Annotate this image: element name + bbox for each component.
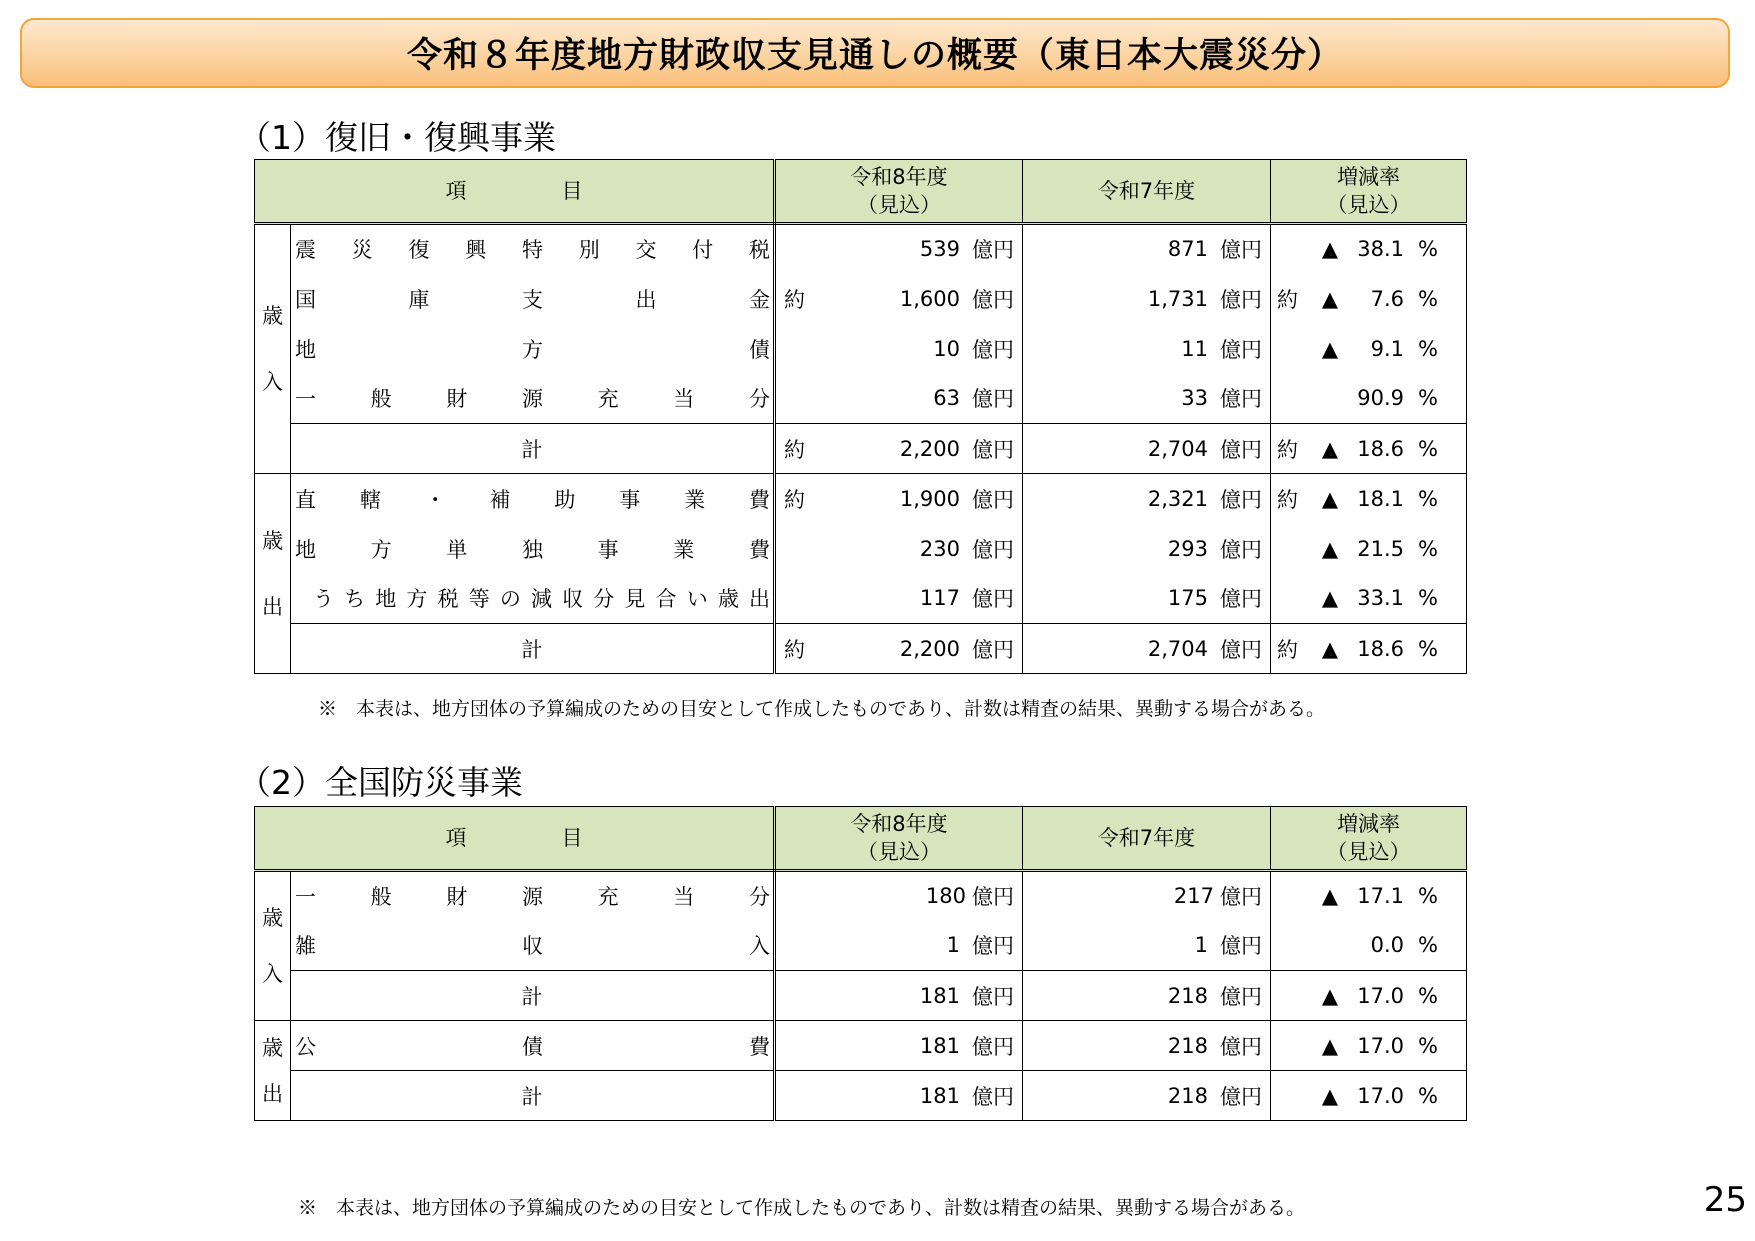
item-label-char: 庫 xyxy=(408,287,430,312)
percent-sign: % xyxy=(1418,486,1438,511)
item-label-char: い xyxy=(686,587,708,612)
change-rate-value: 17.0 xyxy=(1357,1033,1404,1058)
item-label-char: 財 xyxy=(446,387,468,412)
unit-label: 億円 xyxy=(972,387,1014,412)
fy2026-value: 1,900 xyxy=(899,486,960,511)
decrease-triangle: ▲ xyxy=(1321,983,1338,1008)
table-cell xyxy=(291,474,775,524)
item-label-char: 別 xyxy=(578,238,600,263)
table-cell xyxy=(1271,871,1467,921)
item-label-char: 費 xyxy=(749,1034,770,1059)
item-label-char: 入 xyxy=(749,934,770,959)
unit-label: 億円 xyxy=(972,885,1014,910)
fy2026-value: 181 xyxy=(919,1083,960,1108)
table-header-row xyxy=(255,160,1467,224)
decrease-triangle: ▲ xyxy=(1321,436,1338,461)
percent-sign: % xyxy=(1418,1033,1438,1058)
fy2025-value: 2,321 xyxy=(1147,486,1208,511)
fy2025-value: 217 xyxy=(1173,884,1214,909)
item-label-char: ・ xyxy=(424,487,446,512)
item-label-char: 業 xyxy=(673,537,695,562)
table-cell: 計 xyxy=(291,1071,775,1121)
section2-heading: （2）全国防災事業 xyxy=(238,763,523,802)
table-header-row xyxy=(255,807,1467,871)
percent-sign: % xyxy=(1418,336,1438,361)
table-cell xyxy=(291,574,775,624)
unit-label: 億円 xyxy=(1220,1034,1262,1059)
unit-label: 億円 xyxy=(1220,984,1262,1009)
change-rate-value: 18.6 xyxy=(1357,636,1404,661)
recovery-reconstruction-table xyxy=(254,159,1467,674)
item-label-char: 復 xyxy=(408,238,430,263)
table-cell: 計 xyxy=(291,424,775,474)
unit-label: 億円 xyxy=(972,637,1014,662)
unit-label: 億円 xyxy=(1220,587,1262,612)
fy2025-value: 218 xyxy=(1167,1083,1208,1108)
table1-footnote: ※ 本表は、地方団体の予算編成のための目安として作成したものであり、計数は精査の結果、異動する場合がある。 xyxy=(318,698,1326,720)
table-cell xyxy=(1271,574,1467,624)
table-cell xyxy=(775,574,1023,624)
percent-sign: % xyxy=(1418,1083,1438,1108)
table-cell xyxy=(1271,624,1467,674)
change-rate-value: 0.0 xyxy=(1370,933,1404,958)
item-label xyxy=(291,383,773,413)
table-cell xyxy=(291,324,775,374)
table-cell xyxy=(1271,1021,1467,1071)
table-row xyxy=(255,224,1467,274)
fy2025-value: 2,704 xyxy=(1147,436,1208,461)
unit-label: 億円 xyxy=(972,287,1014,312)
table-cell xyxy=(775,374,1023,424)
percent-sign: % xyxy=(1418,933,1438,958)
item-label-char: の xyxy=(499,587,521,612)
item-label xyxy=(291,334,773,364)
item-label xyxy=(291,881,773,911)
table-cell xyxy=(1271,324,1467,374)
item-label-char: 充 xyxy=(597,387,619,412)
revenue-body xyxy=(255,871,1467,1021)
revenue-total-row xyxy=(255,971,1467,1021)
approx-mark: 約 xyxy=(784,487,805,512)
fy2026-value: 181 xyxy=(919,983,960,1008)
table-cell xyxy=(775,424,1023,474)
item-label-char: 特 xyxy=(522,238,543,263)
item-label-char: 等 xyxy=(468,587,490,612)
table-cell xyxy=(775,1021,1023,1071)
table-cell xyxy=(1023,871,1271,921)
expenditure-label: 歳 出 xyxy=(255,1021,291,1121)
item-label-char: 方 xyxy=(522,337,543,362)
unit-label: 億円 xyxy=(1220,885,1262,910)
item-label-char: 費 xyxy=(748,537,770,562)
fy2026-value: 2,200 xyxy=(899,636,960,661)
table-cell xyxy=(1023,324,1271,374)
unit-label: 億円 xyxy=(972,337,1014,362)
table-cell xyxy=(1023,624,1271,674)
percent-sign: % xyxy=(1418,436,1438,461)
item-label-char: 震 xyxy=(295,238,316,263)
change-rate-value: 18.1 xyxy=(1357,486,1404,511)
fy2026-value: 117 xyxy=(919,586,960,611)
table-cell xyxy=(1023,971,1271,1021)
item-label xyxy=(291,583,773,613)
fy2026-value: 181 xyxy=(919,1033,960,1058)
percent-sign: % xyxy=(1418,286,1438,311)
table-cell: 計 xyxy=(291,624,775,674)
table-row xyxy=(255,274,1467,324)
revenue-total-row xyxy=(255,424,1467,474)
item-label-char: 収 xyxy=(522,934,543,959)
percent-sign: % xyxy=(1418,636,1438,661)
table-cell xyxy=(1023,921,1271,971)
unit-label: 億円 xyxy=(972,587,1014,612)
item-label-char: 合 xyxy=(655,587,677,612)
item-label-char: 助 xyxy=(554,487,576,512)
item-label-char: 当 xyxy=(673,885,695,910)
change-rate-value: 17.1 xyxy=(1357,884,1404,909)
table-cell xyxy=(775,871,1023,921)
table-row xyxy=(255,574,1467,624)
unit-label: 億円 xyxy=(1220,387,1262,412)
item-label-char: 減 xyxy=(530,587,552,612)
change-rate-value: 18.6 xyxy=(1357,436,1404,461)
unit-label: 億円 xyxy=(1220,637,1262,662)
item-label-char: 雑 xyxy=(295,934,316,959)
table-cell xyxy=(1023,374,1271,424)
decrease-triangle: ▲ xyxy=(1321,586,1338,611)
change-rate-value: 38.1 xyxy=(1357,237,1404,262)
table-cell xyxy=(775,224,1023,274)
expenditure-body xyxy=(255,474,1467,674)
percent-sign: % xyxy=(1418,536,1438,561)
item-label-char: 源 xyxy=(521,885,543,910)
item-label xyxy=(291,1031,773,1061)
national-disaster-prevention-table xyxy=(254,806,1467,1121)
unit-label: 億円 xyxy=(972,437,1014,462)
item-label-char: 当 xyxy=(673,387,695,412)
percent-sign: % xyxy=(1418,983,1438,1008)
item-label-char: ち xyxy=(344,587,366,612)
item-label-char: 地 xyxy=(375,587,397,612)
header-item: 項 目 xyxy=(255,160,775,224)
item-label-char: 税 xyxy=(749,238,770,263)
unit-label: 億円 xyxy=(1220,1084,1262,1109)
section1-heading: （1）復旧・復興事業 xyxy=(238,118,556,157)
change-rate-value: 17.0 xyxy=(1357,983,1404,1008)
fy2025-value: 1 xyxy=(1194,933,1208,958)
fy2025-value: 1,731 xyxy=(1147,286,1208,311)
table-cell xyxy=(775,624,1023,674)
approx-mark: 約 xyxy=(784,637,805,662)
item-label-char: 事 xyxy=(619,487,641,512)
fy2025-value: 871 xyxy=(1167,237,1208,262)
table-row xyxy=(255,524,1467,574)
change-rate-value: 90.9 xyxy=(1357,386,1404,411)
percent-sign: % xyxy=(1418,386,1438,411)
item-label-char: 見 xyxy=(624,587,646,612)
item-label xyxy=(291,534,773,564)
expenditure-label: 歳 出 xyxy=(255,474,291,674)
fy2025-value: 218 xyxy=(1167,1033,1208,1058)
item-label-char: 支 xyxy=(522,287,543,312)
item-label-char: 方 xyxy=(370,537,392,562)
item-label-char: 収 xyxy=(562,587,584,612)
page-title: 令和８年度地方財政収支見通しの概要（東日本大震災分） xyxy=(406,36,1343,76)
item-label-char: 一 xyxy=(295,885,316,910)
table-cell xyxy=(775,1071,1023,1121)
table-cell xyxy=(775,971,1023,1021)
table-cell xyxy=(291,274,775,324)
table-cell xyxy=(291,871,775,921)
decrease-triangle: ▲ xyxy=(1321,884,1338,909)
item-label-char: 債 xyxy=(749,337,770,362)
table-cell xyxy=(1023,1021,1271,1071)
item-label-char: 災 xyxy=(351,238,373,263)
table-cell xyxy=(1023,274,1271,324)
item-label-char: 一 xyxy=(295,387,316,412)
unit-label: 億円 xyxy=(1220,537,1262,562)
table-cell xyxy=(775,524,1023,574)
table-cell xyxy=(1023,1071,1271,1121)
table-cell xyxy=(1023,224,1271,274)
table-cell xyxy=(291,1021,775,1071)
table-cell xyxy=(1271,424,1467,474)
item-label xyxy=(291,930,773,960)
header-change-rate: 増減率 （見込） xyxy=(1271,160,1467,224)
change-rate-value: 21.5 xyxy=(1357,536,1404,561)
fy2025-value: 33 xyxy=(1181,386,1208,411)
unit-label: 億円 xyxy=(972,487,1014,512)
unit-label: 億円 xyxy=(1220,487,1262,512)
unit-label: 億円 xyxy=(972,1084,1014,1109)
expenditure-total-row xyxy=(255,1071,1467,1121)
unit-label: 億円 xyxy=(972,238,1014,263)
item-label-char: 地 xyxy=(295,537,316,562)
fy2025-value: 2,704 xyxy=(1147,636,1208,661)
fy2025-value: 218 xyxy=(1167,983,1208,1008)
item-label-char: 轄 xyxy=(359,487,381,512)
table-cell xyxy=(1023,424,1271,474)
item-label-char: 源 xyxy=(521,387,543,412)
unit-label: 億円 xyxy=(972,537,1014,562)
item-label xyxy=(291,234,773,264)
decrease-triangle: ▲ xyxy=(1321,1083,1338,1108)
item-label-char: 付 xyxy=(692,238,714,263)
item-label-char: 地 xyxy=(295,337,316,362)
item-label-char: 充 xyxy=(597,885,619,910)
fy2025-value: 175 xyxy=(1167,586,1208,611)
header-fy2026: 令和8年度 （見込） xyxy=(775,807,1023,871)
unit-label: 億円 xyxy=(972,984,1014,1009)
percent-sign: % xyxy=(1418,237,1438,262)
item-label-char: 出 xyxy=(635,287,657,312)
table-row xyxy=(255,374,1467,424)
fy2026-value: 63 xyxy=(933,386,960,411)
decrease-triangle: ▲ xyxy=(1321,536,1338,561)
item-label-char: 公 xyxy=(295,1034,316,1059)
unit-label: 億円 xyxy=(1220,287,1262,312)
item-label-char: 交 xyxy=(635,238,657,263)
header-change-rate: 増減率 （見込） xyxy=(1271,807,1467,871)
bottom-footnote: ※ 本表は、地方団体の予算編成のための目安として作成したものであり、計数は精査の結果、異動する場合がある。 xyxy=(298,1197,1306,1219)
table-cell xyxy=(291,524,775,574)
table-cell xyxy=(1023,574,1271,624)
item-label-char: 興 xyxy=(465,238,487,263)
fy2026-value: 1 xyxy=(946,933,960,958)
table-cell xyxy=(1023,524,1271,574)
table-cell xyxy=(1271,224,1467,274)
item-label-char: 財 xyxy=(446,885,468,910)
approx-mark: 約 xyxy=(1277,287,1298,312)
table-row xyxy=(255,1021,1467,1071)
table-cell xyxy=(1271,274,1467,324)
table-cell xyxy=(1271,524,1467,574)
decrease-triangle: ▲ xyxy=(1321,486,1338,511)
change-rate-value: 33.1 xyxy=(1357,586,1404,611)
item-label-char: 費 xyxy=(748,487,770,512)
approx-mark: 約 xyxy=(1277,437,1298,462)
expenditure-total-row xyxy=(255,624,1467,674)
item-label-char: 分 xyxy=(593,587,615,612)
decrease-triangle: ▲ xyxy=(1321,336,1338,361)
table-cell xyxy=(1271,971,1467,1021)
item-label-char: 補 xyxy=(489,487,511,512)
header-fy2025 xyxy=(1023,807,1271,871)
item-label-char: 事 xyxy=(597,537,619,562)
item-label xyxy=(291,484,773,514)
item-label-char: 債 xyxy=(522,1034,543,1059)
table-cell xyxy=(1023,474,1271,524)
percent-sign: % xyxy=(1418,586,1438,611)
percent-sign: % xyxy=(1418,884,1438,909)
table-row xyxy=(255,474,1467,524)
item-label-char: 般 xyxy=(370,885,392,910)
item-label-char: 業 xyxy=(684,487,706,512)
item-label-char: 独 xyxy=(521,537,543,562)
expenditure-body xyxy=(255,1021,1467,1121)
table-cell xyxy=(775,324,1023,374)
item-label-char: 方 xyxy=(406,587,428,612)
item-label-char: 金 xyxy=(749,287,770,312)
table-row xyxy=(255,921,1467,971)
unit-label: 億円 xyxy=(1220,437,1262,462)
approx-mark: 約 xyxy=(1277,637,1298,662)
table-row xyxy=(255,324,1467,374)
title-banner xyxy=(20,18,1730,88)
approx-mark: 約 xyxy=(1277,487,1298,512)
item-label-char: 税 xyxy=(437,587,459,612)
item-label-char: う xyxy=(313,587,334,612)
approx-mark: 約 xyxy=(784,287,805,312)
fy2026-value: 10 xyxy=(933,336,960,361)
unit-label: 億円 xyxy=(1220,934,1262,959)
item-label xyxy=(291,284,773,314)
unit-label: 億円 xyxy=(1220,337,1262,362)
item-label-char: 出 xyxy=(748,587,770,612)
change-rate-value: 7.6 xyxy=(1370,286,1404,311)
fy2025-value: 令和7年度 xyxy=(1097,826,1196,850)
table-cell xyxy=(775,474,1023,524)
unit-label: 億円 xyxy=(1220,238,1262,263)
table-cell xyxy=(775,274,1023,324)
decrease-triangle: ▲ xyxy=(1321,237,1338,262)
table-cell xyxy=(291,921,775,971)
page-number: 25 xyxy=(1703,1180,1747,1220)
header-fy2026: 令和8年度 （見込） xyxy=(775,160,1023,224)
item-label-char: 分 xyxy=(748,387,770,412)
unit-label: 億円 xyxy=(972,934,1014,959)
table-cell xyxy=(291,374,775,424)
fy2025-value: 293 xyxy=(1167,536,1208,561)
revenue-label: 歳 入 xyxy=(255,224,291,474)
revenue-label: 歳 入 xyxy=(255,871,291,1021)
table-cell xyxy=(775,921,1023,971)
fy2025-value: 令和7年度 xyxy=(1097,179,1196,203)
table-row xyxy=(255,871,1467,921)
header-item: 項 目 xyxy=(255,807,775,871)
decrease-triangle: ▲ xyxy=(1321,286,1338,311)
fy2026-value: 2,200 xyxy=(899,436,960,461)
item-label-char: 単 xyxy=(446,537,468,562)
item-label-char: 般 xyxy=(370,387,392,412)
fy2026-value: 1,600 xyxy=(899,286,960,311)
table-cell: 計 xyxy=(291,971,775,1021)
decrease-triangle: ▲ xyxy=(1321,1033,1338,1058)
header-fy2025 xyxy=(1023,160,1271,224)
fy2025-value: 11 xyxy=(1181,336,1208,361)
item-label-char: 直 xyxy=(295,487,316,512)
table-cell xyxy=(291,224,775,274)
fy2026-value: 180 xyxy=(925,884,966,909)
approx-mark: 約 xyxy=(784,437,805,462)
item-label-char: 歳 xyxy=(717,587,739,612)
fy2026-value: 539 xyxy=(919,237,960,262)
item-label-char: 分 xyxy=(748,885,770,910)
table-cell xyxy=(1271,1071,1467,1121)
item-label-char: 国 xyxy=(295,287,316,312)
unit-label: 億円 xyxy=(972,1034,1014,1059)
table-cell xyxy=(1271,921,1467,971)
table-cell xyxy=(1271,474,1467,524)
table-cell xyxy=(1271,374,1467,424)
revenue-body xyxy=(255,224,1467,474)
change-rate-value: 17.0 xyxy=(1357,1083,1404,1108)
decrease-triangle: ▲ xyxy=(1321,636,1338,661)
change-rate-value: 9.1 xyxy=(1370,336,1404,361)
fy2026-value: 230 xyxy=(919,536,960,561)
